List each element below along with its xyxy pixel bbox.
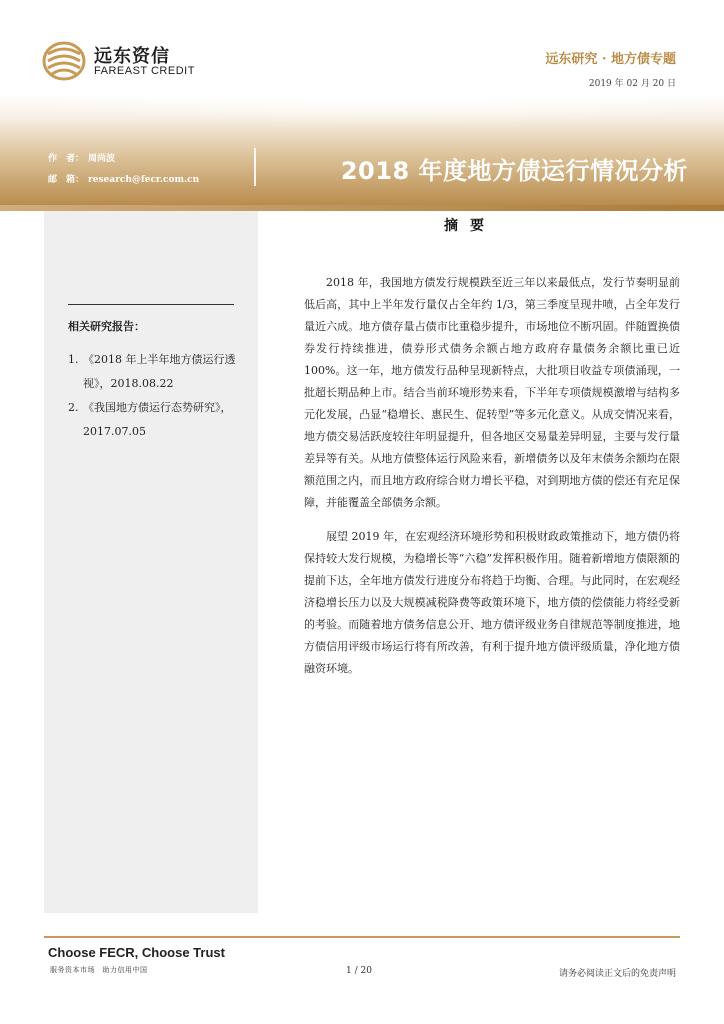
footer-disclaimer: 请务必阅读正文后的免责声明 — [558, 969, 676, 979]
item-number: 2. — [68, 401, 79, 414]
email-address[interactable]: research@fecr.com.cn — [88, 175, 200, 185]
author-line — [48, 151, 115, 164]
author-label: 作 者： — [48, 154, 85, 164]
related-report-item[interactable] — [68, 348, 238, 396]
email-label: 邮 箱： — [48, 175, 85, 185]
abstract-body — [304, 272, 680, 692]
related-reports-list — [68, 348, 238, 444]
report-date: 2019 年 02 月 20 日 — [588, 79, 676, 89]
logo-emblem-icon — [42, 40, 88, 82]
logo-name-en: FAREAST CREDIT — [94, 65, 195, 77]
company-logo — [42, 40, 202, 84]
footer-sub-slogan: 服务资本市场 助力信用中国 — [50, 966, 148, 974]
related-report-item[interactable] — [68, 396, 238, 444]
page-number: 1 / 20 — [346, 966, 372, 976]
footer-slogan: Choose FECR, Choose Trust — [48, 945, 225, 960]
logo-name-cn: 远东资信 — [94, 46, 170, 67]
abstract-paragraph: 2018 年，我国地方债发行规模跌至近三年以来最低点，发行节奏明显前低后高，其中上半年发行量仅占全年约 1/3，第三季度呈现井喷，占全年发行量近六成。地方债存量占债市比重稳步提升，市场地位不断巩固。伴随置换债券发行持续推进，债券形式债务余额占地方政府存量债务余额比重已近 100%。这一年，地方债发行品种呈现新特点，大批项目收益专项债涌现，一批超长期品种上市。结合当前环境形势来看，下半年专项债规模激增与结构多元化发展，凸显“稳增长、惠民生、促转型”等多元化意义。从成交情况来看，地方债交易活跃度较往年明显提升，但各地区交易量差异明显，主要与发行量差异等有关。从地方债整体运行风险来看，新增债务以及年末债务余额均在限额范围之内，而且地方政府综合财力增长平稳，对到期地方债的偿还有充足保障，并能覆盖全部债务余额。 — [304, 276, 680, 509]
sidebar-heading: 相关研究报告： — [68, 320, 145, 333]
email-line — [48, 172, 199, 185]
title-divider — [254, 148, 256, 186]
abstract-title: 摘要 — [444, 218, 496, 234]
item-number: 1. — [68, 353, 79, 366]
title-band — [0, 95, 724, 205]
footer-rule — [44, 936, 680, 938]
related-reports-sidebar — [44, 211, 258, 913]
item-text: 《2018 年上半年地方债运行透视》，2018.08.22 — [83, 353, 236, 390]
page-title: 2018 年度地方债运行情况分析 — [340, 157, 688, 185]
sidebar-rule — [68, 304, 234, 305]
report-series: 远东研究 · 地方债专题 — [545, 52, 676, 67]
abstract-paragraph: 展望 2019 年，在宏观经济环境形势和积极财政政策推动下，地方债仍将保持较大发行规模，为稳增长等“六稳”发挥积极作用。随着新增地方债限额的提前下达，全年地方债发行进度分布将趋于均衡、合理。与此同时，在宏观经济稳增长压力以及大规模减税降费等政策环境下，地方债的偿债能力将经受新的考验。而随着地方债务信息公开、地方债评级业务自律规范等制度推进，地方债信用评级市场运行将有所改善，有利于提升地方债评级质量，净化地方债融资环境。 — [304, 530, 680, 675]
item-text: 《我国地方债运行态势研究》，2017.07.05 — [83, 401, 232, 438]
author-name: 周尚波 — [88, 154, 116, 164]
